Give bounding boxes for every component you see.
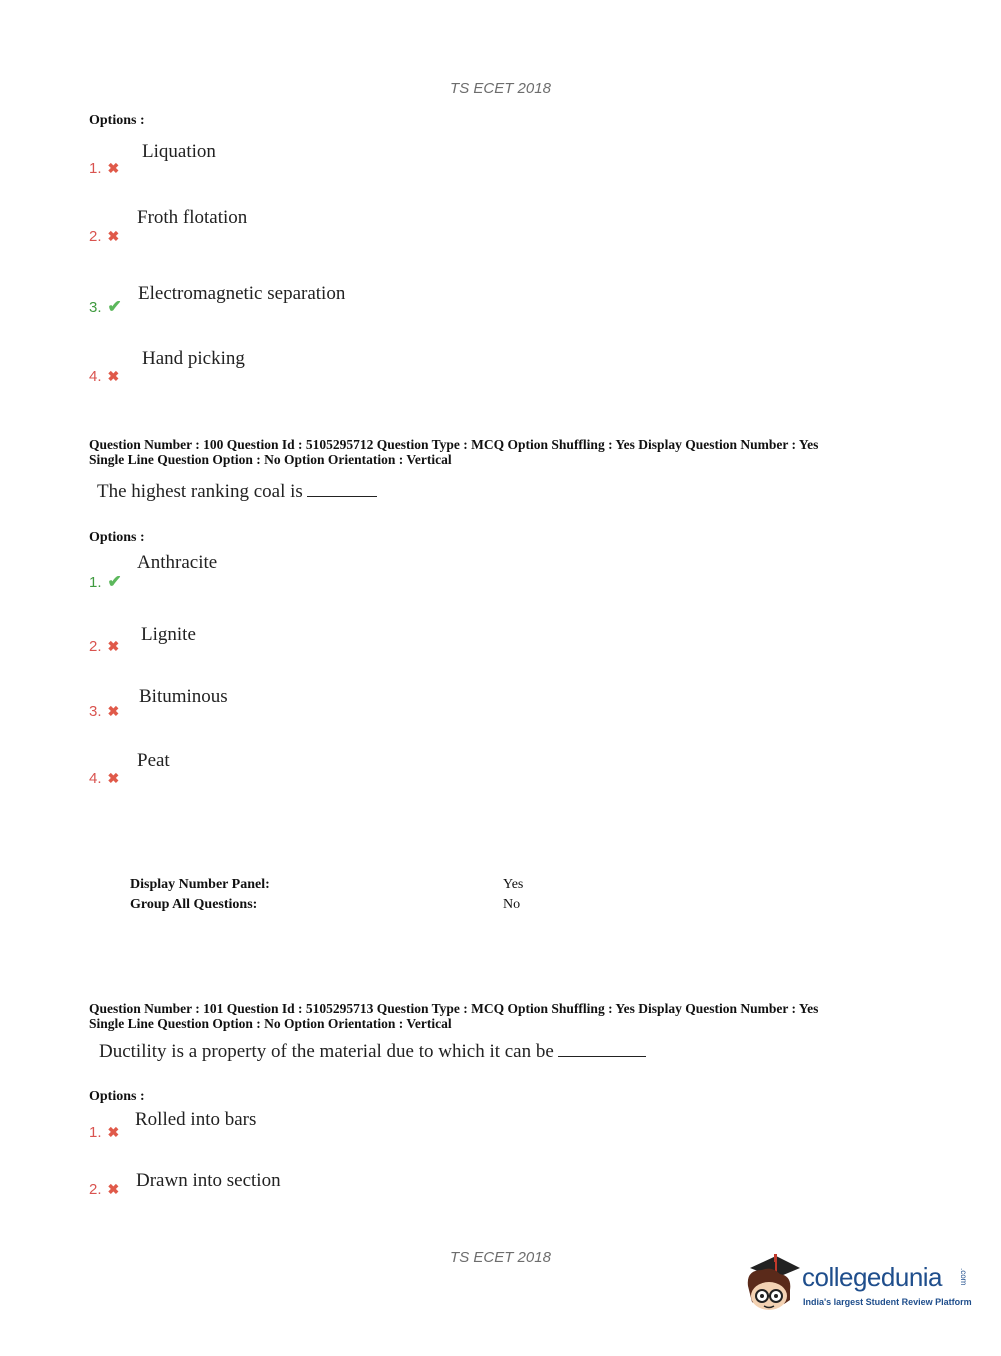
option-number: 3. <box>89 299 102 316</box>
check-icon: ✔ <box>107 572 122 591</box>
check-icon: ✔ <box>107 297 122 316</box>
option-text: Drawn into section <box>136 1170 281 1191</box>
answer-blank <box>307 495 377 497</box>
option-number: 4. <box>89 770 102 787</box>
cross-icon: ✖ <box>107 640 120 655</box>
option-number: 3. <box>89 703 102 720</box>
option-text: Hand picking <box>142 348 245 369</box>
cross-icon: ✖ <box>107 230 120 245</box>
option-text: Lignite <box>141 624 196 645</box>
question-text <box>97 481 377 503</box>
cross-icon: ✖ <box>107 162 120 177</box>
logo-suffix: .com <box>959 1268 968 1286</box>
option-marker <box>89 297 122 317</box>
option-text: Froth flotation <box>137 207 248 228</box>
option-text: Anthracite <box>137 552 218 573</box>
question-stem: The highest ranking coal is <box>97 481 303 502</box>
option-number: 2. <box>89 638 102 655</box>
option-marker <box>89 703 119 721</box>
collegedunia-logo <box>742 1250 972 1320</box>
display-number-panel-label: Display Number Panel: <box>130 877 270 892</box>
option-text: Liquation <box>142 141 216 162</box>
mascot-icon <box>742 1250 802 1316</box>
option-marker <box>89 770 119 788</box>
question-meta-line: Single Line Question Option : No Option Orientation : Vertical <box>89 452 452 467</box>
option-number: 2. <box>89 1181 102 1198</box>
logo-name: collegedunia <box>802 1262 943 1292</box>
cross-icon: ✖ <box>107 1126 120 1141</box>
option-number: 2. <box>89 228 102 245</box>
option-text: Peat <box>137 750 170 771</box>
option-text: Bituminous <box>139 686 228 707</box>
answer-blank <box>558 1055 646 1057</box>
cross-icon: ✖ <box>107 772 120 787</box>
cross-icon: ✖ <box>107 705 120 720</box>
question-meta-line: Question Number : 100 Question Id : 5105295712 Question Type : MCQ Option Shuffling : Yes Display Question Number : Yes <box>89 437 819 452</box>
logo-tagline: India's largest Student Review Platform <box>803 1297 972 1307</box>
question-text <box>99 1041 646 1063</box>
option-text: Electromagnetic separation <box>138 283 346 304</box>
options-label: Options : <box>89 530 145 545</box>
option-number: 1. <box>89 1124 102 1141</box>
logo-wordmark <box>802 1262 942 1293</box>
display-number-panel-value: Yes <box>503 877 524 892</box>
option-marker <box>89 1181 119 1199</box>
question-stem: Ductility is a property of the material due to which it can be <box>99 1041 554 1062</box>
option-marker <box>89 368 119 386</box>
question-meta-line: Question Number : 101 Question Id : 5105295713 Question Type : MCQ Option Shuffling : Yes Display Question Number : Yes <box>89 1001 819 1016</box>
option-text: Rolled into bars <box>135 1109 257 1130</box>
option-marker <box>89 1124 119 1142</box>
option-number: 1. <box>89 160 102 177</box>
option-marker <box>89 228 119 246</box>
group-all-questions-label: Group All Questions: <box>130 897 258 912</box>
question-meta-line: Single Line Question Option : No Option Orientation : Vertical <box>89 1016 452 1031</box>
options-label: Options : <box>89 113 145 128</box>
option-number: 4. <box>89 368 102 385</box>
question-meta <box>89 1001 818 1031</box>
page-footer: TS ECET 2018 <box>450 1249 551 1266</box>
question-meta <box>89 437 818 467</box>
option-marker <box>89 572 122 592</box>
option-marker <box>89 638 119 656</box>
option-number: 1. <box>89 574 102 591</box>
option-marker <box>89 160 119 178</box>
group-all-questions-value: No <box>503 897 521 912</box>
cross-icon: ✖ <box>107 370 120 385</box>
page-header: TS ECET 2018 <box>450 80 551 97</box>
options-label: Options : <box>89 1089 145 1104</box>
cross-icon: ✖ <box>107 1183 120 1198</box>
